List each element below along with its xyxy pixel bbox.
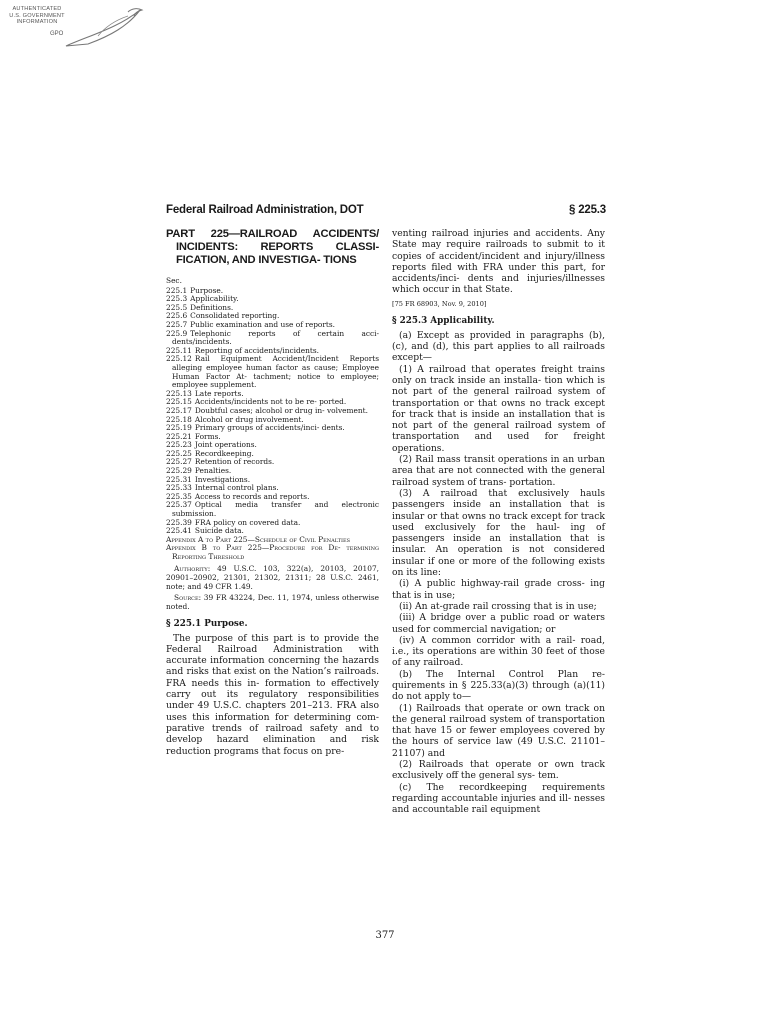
toc-item-title: Recordkeeping.	[194, 448, 254, 458]
toc-item-number: 225.41	[166, 526, 192, 536]
toc-item-number: 225.13	[166, 388, 192, 398]
authority-text: 49 U.S.C. 103, 322(a), 20103, 20107, 20901–20902, 21301, 21302, 21311; 28 U.S.C. 2461, note; and 49 CFR 1.49.	[166, 563, 379, 591]
toc-item-title: Doubtful cases; alcohol or drug in- volvement.	[194, 405, 368, 415]
applicability-paragraph: (iv) A common corridor with a rail- road, i.e., its operations are within 30 feet of those of any railroad.	[392, 634, 605, 669]
toc-item-title: Accidents/incidents not to be re- ported.	[194, 397, 347, 407]
toc-item-title: Joint operations.	[194, 440, 257, 450]
toc-item-title: FRA policy on covered data.	[194, 517, 301, 527]
toc-item-title: Access to records and reports.	[194, 491, 310, 501]
toc-item-number: 225.35	[166, 491, 192, 501]
authority-label: Authority:	[174, 563, 211, 573]
toc-item-title: Suicide data.	[194, 526, 244, 536]
applicability-paragraph: (c) The recordkeeping requirements regarding accountable injuries and ill- nesses and accountable rail equipment	[392, 781, 605, 816]
toc-item-number: 225.17	[166, 405, 192, 415]
toc-list	[166, 287, 379, 536]
header-agency: Federal Railroad Administration, DOT	[166, 204, 364, 216]
purpose-continuation: venting railroad injuries and accidents. Any State may require railroads to submit to it copies of accident/incident and injury/illness reports filed with FRA under this part, for accidents/inci- dents and injuries/illnesses which occur in that State.	[392, 228, 605, 296]
toc-item	[166, 501, 379, 518]
applicability-paragraphs	[392, 330, 605, 816]
toc-item-number: 225.18	[166, 414, 192, 424]
toc-item-number: 225.11	[166, 345, 192, 355]
gpo-authentication-seal	[6, 6, 146, 50]
toc-item-number: 225.6	[166, 311, 188, 321]
toc-item-title: Retention of records.	[194, 457, 275, 467]
toc-item-number: 225.39	[166, 517, 192, 527]
applicability-paragraph: (ii) An at-grade rail crossing that is in use;	[399, 600, 597, 612]
part-title: PART 225—RAILROAD ACCIDENTS/ INCIDENTS: REPORTS CLASSI- FICATION, AND INVESTIGA- TIONS	[166, 228, 379, 266]
applicability-paragraph: (2) Rail mass transit operations in an urban area that are not connected with the general railroad system of trans- portation.	[392, 454, 605, 488]
toc-item-number: 225.15	[166, 397, 192, 407]
toc-item-number: 225.3	[166, 294, 188, 304]
toc-heading: Sec.	[166, 276, 182, 285]
toc-item-number: 225.19	[166, 423, 192, 433]
applicability-paragraph: (iii) A bridge over a public road or waters used for commercial navigation; or	[392, 612, 605, 635]
applicability-paragraph: (3) A railroad that exclusively hauls passengers inside an installation that is insular or that owns no track except for track used exclusively for the haul- ing of passengers inside an installation that is insular. An operation is not considered insular if one or more of the following exists on its line:	[392, 487, 605, 579]
toc-item-title: Internal control plans.	[194, 483, 279, 493]
section-heading-225-3: § 225.3 Applicability.	[392, 315, 495, 326]
toc-item-title: Penalties.	[194, 466, 232, 476]
toc-item-title: Late reports.	[194, 388, 244, 398]
right-column	[392, 228, 605, 816]
toc-item-title: Public examination and use of reports.	[190, 319, 336, 329]
toc-item-title: Rail Equipment Accident/Incident Reports alleging employee human factor as cause; Employee Human Factor At- tachment; notice to employee; employee supplement.	[172, 354, 379, 390]
toc-item-number: 225.23	[166, 440, 192, 450]
toc-item-number: 225.37	[166, 500, 192, 510]
toc-item	[166, 355, 379, 389]
toc-item-number: 225.27	[166, 457, 192, 467]
toc-item-title: Applicability.	[190, 294, 239, 304]
toc-item	[166, 330, 379, 347]
toc-item-title: Purpose.	[190, 285, 224, 295]
citation-note: [75 FR 68903, Nov. 9, 2010]	[392, 299, 487, 308]
toc-item-number: 225.21	[166, 431, 192, 441]
authority-note	[166, 564, 379, 591]
page-number: 377	[375, 930, 395, 941]
eagle-icon	[58, 6, 148, 50]
table-of-contents	[166, 277, 379, 562]
applicability-paragraph: (1) A railroad that operates freight trains only on track inside an installa- tion which is not part of the general railroad system of transportation or that owns no track except for track that is inside an installation that is not part of the general railroad system of transportation and used for freight operations.	[392, 363, 605, 454]
toc-item-number: 225.9	[166, 328, 188, 338]
toc-item-title: Optical media transfer and electronic submission.	[172, 500, 379, 519]
source-note	[166, 593, 379, 611]
toc-item-title: Consolidated reporting.	[190, 311, 280, 321]
toc-item-title: Definitions.	[190, 302, 234, 312]
applicability-paragraph: (i) A public highway-rail grade cross- ing that is in use;	[392, 578, 605, 601]
applicability-paragraph: (b) The Internal Control Plan re- quirements in § 225.33(a)(3) through (a)(11) do not apply to—	[392, 668, 605, 703]
seal-gpo-label: GPO	[50, 31, 64, 37]
source-label: Source:	[174, 592, 202, 602]
applicability-paragraph: (a) Except as provided in paragraphs (b), (c), and (d), this part applies to all railroads except—	[392, 329, 605, 364]
toc-item-number: 225.31	[166, 474, 192, 484]
toc-item-title: Primary groups of accidents/inci- dents.	[194, 423, 345, 433]
section-225-1-paragraph: The purpose of this part is to provide the Federal Railroad Administration with accurate information concerning the hazards and risks that exist on the Nation’s railroads. FRA needs this in- formation to effectively carry out its regulatory responsibilities under 49 U.S.C. chapters 201–213. FRA also uses this information for determining com- parative trends of railroad safety and to develop hazard elimination and risk reduction programs that focus on pre-	[166, 632, 379, 757]
seal-line-2: U.S. GOVERNMENT	[9, 12, 65, 19]
section-heading-225-1: § 225.1 Purpose.	[166, 618, 248, 629]
toc-item-title: Investigations.	[194, 474, 251, 484]
toc-item-number: 225.29	[166, 466, 192, 476]
toc-item-title: Forms.	[194, 431, 221, 441]
applicability-paragraph: (1) Railroads that operate or own track on the general railroad system of transportation that have 15 or fewer employees covered by the hours of service law (49 U.S.C. 21101–21107) and	[392, 702, 605, 759]
toc-appendix-b: Appendix B to Part 225—Procedure for De- termining Reporting Threshold	[166, 543, 379, 561]
toc-item-number: 225.33	[166, 483, 192, 493]
seal-line-1: AUTHENTICATED	[12, 6, 62, 12]
header-section: § 225.3	[569, 204, 606, 216]
toc-item-number: 225.25	[166, 448, 192, 458]
toc-item-number: 225.12	[166, 354, 192, 364]
left-column	[166, 228, 379, 757]
source-text: 39 FR 43224, Dec. 11, 1974, unless otherwise noted.	[166, 592, 379, 611]
running-header	[166, 204, 606, 220]
toc-item-title: Alcohol or drug involvement.	[194, 414, 304, 424]
toc-item-title: Telephonic reports of certain acci- dents/incidents.	[172, 328, 379, 347]
toc-appendix-a: Appendix A to Part 225—Schedule of Civil Penalties	[166, 534, 351, 544]
toc-item-title: Reporting of accidents/incidents.	[194, 345, 320, 355]
toc-item-number: 225.7	[166, 319, 188, 329]
toc-item-number: 225.5	[166, 302, 188, 312]
applicability-paragraph: (2) Railroads that operate or own track exclusively off the general sys- tem.	[392, 759, 605, 782]
seal-line-3: INFORMATION	[16, 19, 58, 26]
toc-item-number: 225.1	[166, 285, 188, 295]
